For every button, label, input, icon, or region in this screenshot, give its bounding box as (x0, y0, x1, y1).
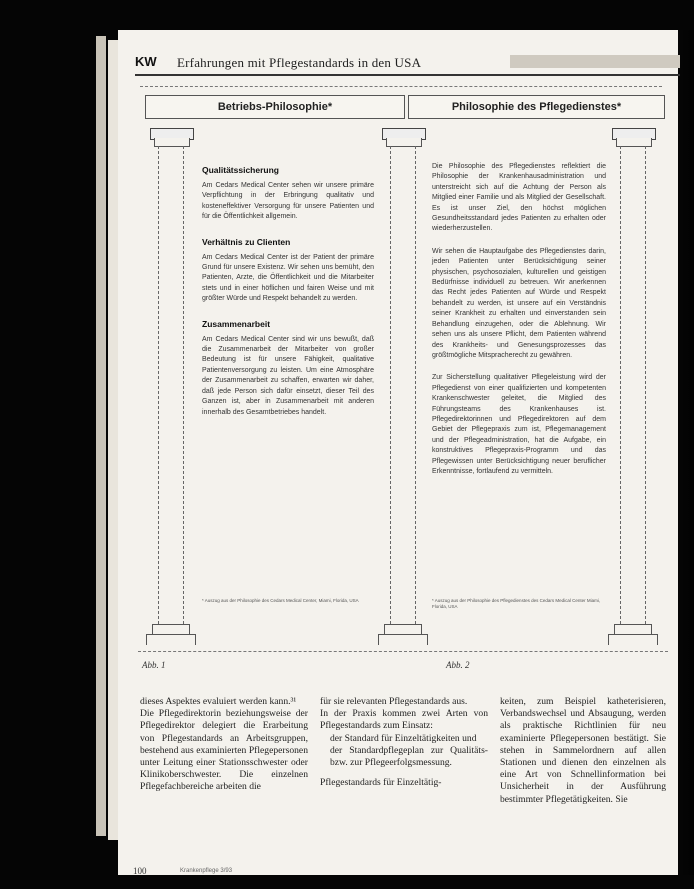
running-header-title: Erfahrungen mit Pflegestandards in den USA (177, 55, 422, 70)
page-number: 100 (133, 866, 147, 876)
section-text-quality: Am Cedars Medical Center sehen wir unsere primäre Verpflichtung in der Erbringung qualitativ und kosteneffektiver Versorgung für unsere Patienten und für die Öffentlichkeit allgemein. (202, 182, 374, 221)
body-paragraph: für sie relevanten Pflegestandards aus. (320, 696, 468, 707)
figure-caption-left: Betriebs-Philosophie* (145, 95, 405, 119)
section-heading-clients: Verhältnis zu Clienten (202, 236, 291, 247)
figure-roof-line (140, 86, 662, 88)
figure-label-right: Abb. 2 (446, 660, 470, 670)
section-text-clients: Am Cedars Medical Center ist der Patient der primäre Grund für unsere Existenz. Wir sehen uns bemüht, den Patienten, Arzte, die Öffentlichkeit und die Mitarbeiter stets und in einer höflichen und fairen Weise und mit größter Würde und Respekt behandelt zu werden. (202, 253, 374, 303)
page-source: Krankenpflege 3/93 (180, 868, 233, 874)
body-list-item: der Standard für Einzeltätigkeiten und (330, 732, 477, 744)
body-column-2 (320, 696, 488, 789)
header-shade (510, 55, 680, 68)
body-list-item: der Standardpflegeplan zur Qualitäts- bzw. zur Pflegeerfolgsmessung. (330, 744, 488, 769)
right-paragraph-3: Zur Sicherstellung qualitativer Pflegeleistung wird der Pflegedienst von einer qualifizierten und kompetenten Krankenschwester geleitet, die Mitglied des Führungsteams des Krankenhauses ist. Pflegedirektorinnen und Pflegedirektoren auf dem Gebiet der Pflegepraxis zum ist, Pflegemanagement und der Pflegeadministration, hat die Aufgabe, ein konstruktives Pflegepraxis-Programm und das Pflegewissen unter Berücksichtigung neuer beruflicher Erkenntnisse, fortlaufend zu vermitteln. (432, 374, 606, 475)
page-edge-inner (108, 40, 118, 840)
body-column-3 (500, 696, 666, 806)
body-paragraph: keiten, zum Beispiel katheterisieren, Verbandswechsel und Absaugung, werden als praktische Richtlinien für neu examinierte Pflegepersonen bestätigt. Sie stehen in Sammelordnern auf allen Stationen und dienen den einzelnen als eine Art von Schnellinformation bei Unsicherheit in der Ausführung bestimmter Pflegetätigkeiten. Sie (500, 696, 666, 805)
section-heading-cooperation: Zusammenarbeit (202, 318, 271, 329)
body-paragraph: Die Pflegedirektorin beziehungsweise der Pflegedirektor delegiert die Erarbeitung von Pflegestandards an Arbeitsgruppen, bestehend aus examinierten Pflegepersonen unter Leitung einer Stationsschwester oder Klinikoberschwester. Die einzelnen Pflegefachbereiche arbeiten die (140, 708, 308, 793)
figure-caption-right: Philosophie des Pflegedienstes* (408, 95, 665, 119)
figure-floor-line (138, 651, 668, 653)
section-text-cooperation: Am Cedars Medical Center sind wir uns bewußt, daß die Zusammenarbeit der Mitarbeiter von großer Bedeutung ist für unsere Fähigkeit, qualitative Patientenversorgung zu leisten. Um eine Atmosphäre der Zusammenarbeit zu schaffen, erwarten wir daher, daß jede Person sich dafür einsetzt, dieser Teil des Ganzen ist, aber in Zusammenarbeit mit anderen innerhalb des Gesamtbetriebes handelt. (202, 335, 374, 416)
page-edge (96, 36, 106, 836)
right-footnote: * Auszug aus der Philosophie des Pflegedienstes des Cedars Medical Center Miami, Florida, USA (432, 598, 601, 609)
section-heading-quality: Qualitätssicherung (202, 165, 279, 175)
body-column-1 (140, 696, 308, 794)
page-gutter-shadow (680, 30, 694, 875)
right-paragraph-1: Die Philosophie des Pflegedienstes reflektiert die Philosophie der Krankenhausadministration und unterstreicht sich auf die Achtung der Person als Mitglied einer Familie und als Mitglied der Gesellschaft. Es ist unser Ziel, den höchst möglichen Gesundheitsstandard jedes Patienten zu erhalten oder wiederherzustellen. (432, 163, 606, 233)
left-footnote: * Auszug aus der Philosophie des Cedars Medical Center, Miami, Florida, USA (202, 598, 359, 603)
running-header (135, 52, 680, 76)
body-paragraph: In der Praxis kommen zwei Arten von Pflegestandards zum Einsatz: (320, 708, 488, 732)
figure-label-left: Abb. 1 (142, 660, 166, 670)
right-paragraph-2: Wir sehen die Hauptaufgabe des Pflegedienstes darin, jeden Patienten unter Berücksichtigung seiner physischen, psychosozialen, kulturellen und geistigen Bedürfnisse individuell zu betreuen. Wir anerkennen das Recht jedes Patienten auf Würde und Respekt behandelt zu werden, ist unsere auf ein Verständnis seiner Krankheit zu erhalten und einverstanden sein Behandlung einzugehen, oder die Ablehnung. Wir sehen uns als unsere Pflicht, dem Patienten während des Krankheits- und Genesungsprozesses das größtmögliche Mitspracherecht zu gewähren. (432, 247, 606, 359)
journal-logo: KW (135, 54, 157, 69)
body-paragraph: dieses Aspektes evaluiert werden kann.³¹ (140, 696, 297, 707)
body-paragraph: Pflegestandards für Einzeltätig- (320, 777, 442, 789)
right-philosophy-text (432, 162, 606, 485)
left-philosophy-text (202, 165, 374, 426)
